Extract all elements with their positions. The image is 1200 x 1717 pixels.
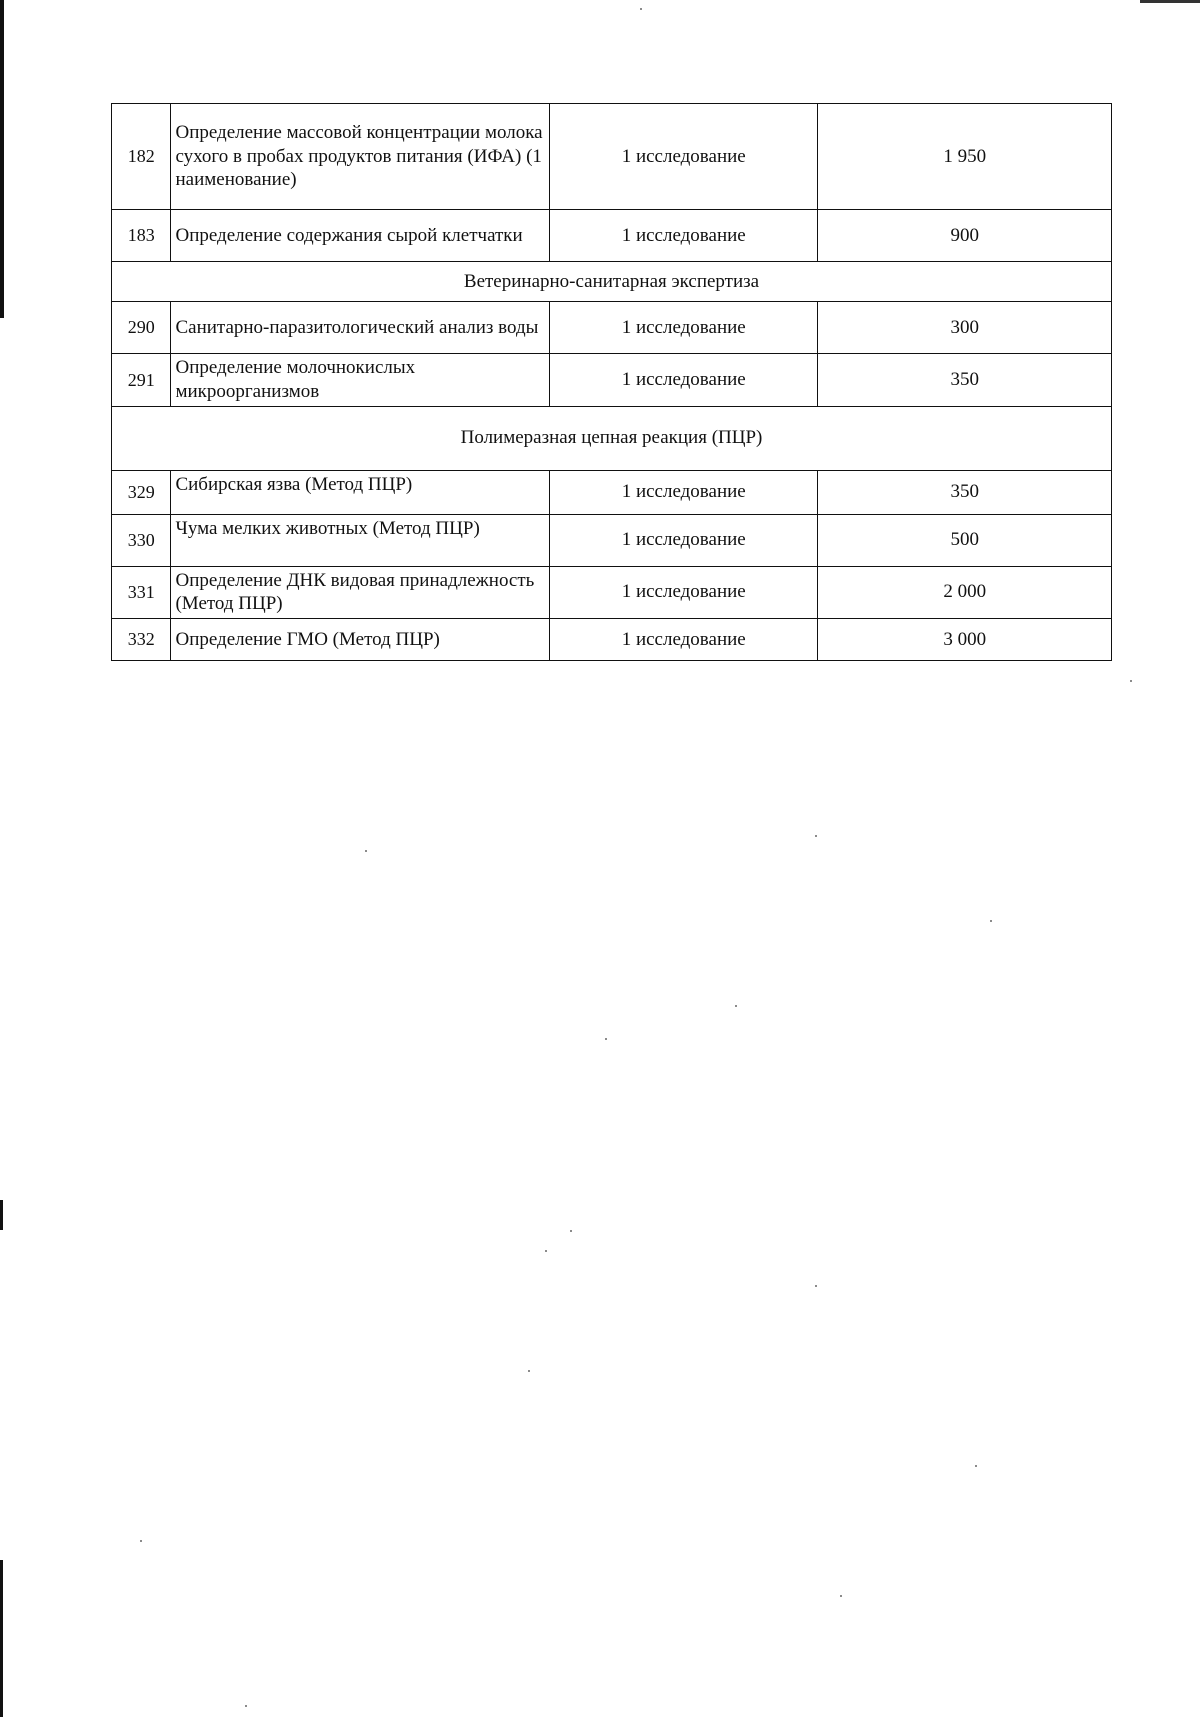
price-cell: 500 [818, 514, 1112, 566]
unit-cell: 1 исследование [550, 566, 818, 619]
unit-cell: 1 исследование [550, 514, 818, 566]
table-row [112, 302, 1112, 354]
price-cell: 2 000 [818, 566, 1112, 619]
row-number: 330 [112, 514, 171, 566]
row-number: 291 [112, 354, 171, 407]
unit-cell: 1 исследование [550, 354, 818, 407]
scan-speck [1130, 680, 1132, 682]
table-row [112, 514, 1112, 566]
table-row [112, 566, 1112, 619]
scan-speck [140, 1540, 142, 1542]
scan-speck [365, 850, 367, 852]
unit-cell: 1 исследование [550, 104, 818, 210]
service-name: Определение ГМО (Метод ПЦР) [171, 619, 550, 661]
row-number: 329 [112, 470, 171, 514]
scan-edge-mark [0, 1200, 3, 1230]
section-title: Ветеринарно-санитарная экспертиза [112, 262, 1112, 302]
table-row [112, 104, 1112, 210]
scan-speck [545, 1250, 547, 1252]
row-number: 183 [112, 210, 171, 262]
price-cell: 350 [818, 354, 1112, 407]
table-row [112, 470, 1112, 514]
scan-edge-mark [0, 1560, 3, 1717]
scan-speck [245, 1705, 247, 1707]
price-cell: 1 950 [818, 104, 1112, 210]
unit-cell: 1 исследование [550, 210, 818, 262]
service-name: Сибирская язва (Метод ПЦР) [171, 470, 550, 514]
service-name: Санитарно-паразитологический анализ воды [171, 302, 550, 354]
row-number: 290 [112, 302, 171, 354]
unit-cell: 1 исследование [550, 302, 818, 354]
scan-speck [975, 1465, 977, 1467]
scan-speck [990, 920, 992, 922]
scan-speck [840, 1595, 842, 1597]
scan-edge-mark [0, 0, 4, 318]
scan-speck [815, 835, 817, 837]
unit-cell: 1 исследование [550, 619, 818, 661]
scan-speck [815, 1285, 817, 1287]
scan-speck [528, 1370, 530, 1372]
row-number: 332 [112, 619, 171, 661]
price-table [111, 103, 1112, 661]
price-cell: 300 [818, 302, 1112, 354]
scan-speck [605, 1038, 607, 1040]
scan-speck [570, 1230, 572, 1232]
scan-speck [640, 8, 642, 10]
row-number: 331 [112, 566, 171, 619]
price-cell: 350 [818, 470, 1112, 514]
row-number: 182 [112, 104, 171, 210]
section-header-row [112, 406, 1112, 470]
scan-edge-mark [1140, 0, 1200, 3]
service-name: Определение ДНК видовая принадлежность (Метод ПЦР) [171, 566, 550, 619]
section-header-row [112, 262, 1112, 302]
table-row [112, 354, 1112, 407]
table-row [112, 619, 1112, 661]
unit-cell: 1 исследование [550, 470, 818, 514]
service-name: Определение содержания сырой клетчатки [171, 210, 550, 262]
price-cell: 3 000 [818, 619, 1112, 661]
service-name: Определение массовой концентрации молока сухого в пробах продуктов питания (ИФА) (1 наименование) [171, 104, 550, 210]
section-title: Полимеразная цепная реакция (ПЦР) [112, 406, 1112, 470]
service-name: Чума мелких животных (Метод ПЦР) [171, 514, 550, 566]
service-name: Определение молочнокислых микроорганизмов [171, 354, 550, 407]
scan-speck [735, 1005, 737, 1007]
table-row [112, 210, 1112, 262]
price-cell: 900 [818, 210, 1112, 262]
